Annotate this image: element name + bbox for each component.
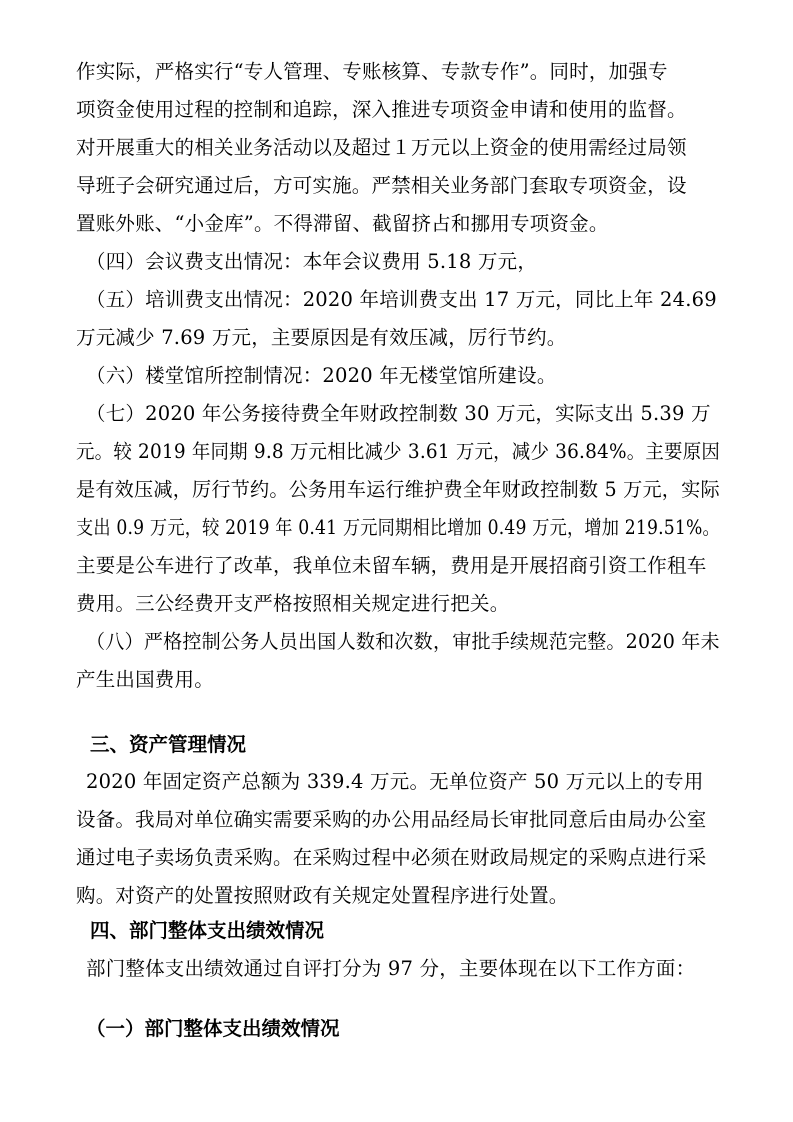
paragraph-line: 产生出国费用。 <box>76 668 214 691</box>
paragraph-line: 导班子会研究通过后，方可实施。严禁相关业务部门套取专项资金，设 <box>76 174 687 197</box>
subsection-heading: （一）部门整体支出绩效情况 <box>86 1017 340 1040</box>
section-heading-assets: 三、资产管理情况 <box>90 733 247 756</box>
paragraph-line: 部门整体支出绩效通过自评打分为 97 分，主要体现在以下工作方面： <box>86 957 696 980</box>
paragraph-line: 万元减少 7.69 万元，主要原因是有效压减，厉行节约。 <box>76 326 567 349</box>
paragraph-line: 费用。三公经费开支严格按照相关规定进行把关。 <box>76 592 510 615</box>
paragraph-line: 购。对资产的处置按照财政有关规定处置程序进行处置。 <box>76 884 569 907</box>
paragraph-line: （八）严格控制公务人员出国人数和次数，审批手续规范完整。2020 年未 <box>86 630 720 653</box>
paragraph-line: （六）楼堂馆所控制情况：2020 年无楼堂馆所建设。 <box>86 364 557 387</box>
paragraph-line: 是有效压减，厉行节约。公务用车运行维护费全年财政控制数 5 万元，实际 <box>76 478 720 501</box>
paragraph-line: 设备。我局对单位确实需要采购的办公用品经局长审批同意后由局办公室 <box>76 808 707 831</box>
paragraph-line: 2020 年固定资产总额为 339.4 万元。无单位资产 50 万元以上的专用 <box>86 770 704 793</box>
paragraph-line: 主要是公车进行了改革，我单位未留车辆，费用是开展招商引资工作租车 <box>76 554 707 577</box>
paragraph-line: 支出 0.9 万元，较 2019 年 0.41 万元同期相比增加 0.49 万元，增加 219.51%。 <box>76 516 720 539</box>
paragraph-line: （七）2020 年公务接待费全年财政控制数 30 万元，实际支出 5.39 万 <box>86 402 711 425</box>
paragraph-line: （五）培训费支出情况：2020 年培训费支出 17 万元，同比上年 24.69 <box>86 288 717 311</box>
paragraph-line: 作实际，严格实行“专人管理、专账核算、专款专作”。同时，加强专 <box>76 60 668 83</box>
paragraph-line: 项资金使用过程的控制和追踪，深入推进专项资金申请和使用的监督。 <box>76 98 687 121</box>
paragraph-line: 通过电子卖场负责采购。在采购过程中必须在财政局规定的采购点进行采 <box>76 846 707 869</box>
paragraph-line: 置账外账、“小金库”。不得滞留、截留挤占和挪用专项资金。 <box>76 212 609 235</box>
paragraph-line: 元。较 2019 年同期 9.8 万元相比减少 3.61 万元，减少 36.84%。主要原因 <box>76 440 721 463</box>
paragraph-line: （四）会议费支出情况：本年会议费用 5.18 万元， <box>86 250 538 273</box>
section-heading-performance: 四、部门整体支出绩效情况 <box>90 919 325 942</box>
paragraph-line: 对开展重大的相关业务活动以及超过１万元以上资金的使用需经过局领 <box>76 136 687 159</box>
